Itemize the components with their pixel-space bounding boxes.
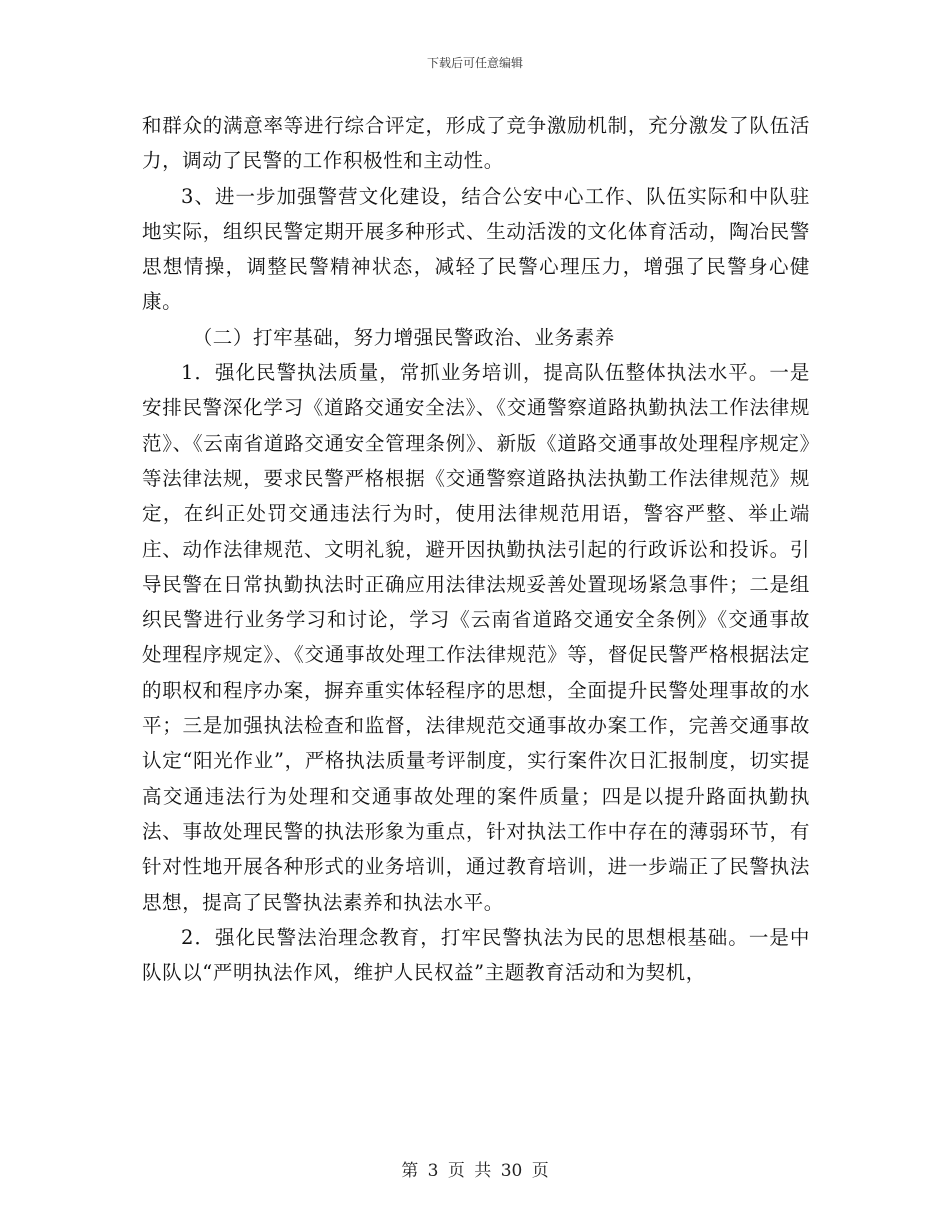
paragraph-item-3: 3、进一步加强警营文化建设，结合公安中心工作、队伍实际和中队驻地实际，组织民警定期开展多种形式、生动活泼的文化体育活动，陶冶民警思想情操，调整民警精神状态，减轻了民警心理压力，增强了民警身心健康。 (142, 184, 810, 314)
paragraph-continuation: 和群众的满意率等进行综合评定，形成了竞争激励机制，充分激发了队伍活力，调动了民警的工作积极性和主动性。 (142, 114, 810, 173)
paragraph-item-2: 2．强化民警法治理念教育，打牢民警执法为民的思想根基础。一是中队队以“严明执法作风，维护人民权益”主题教育活动和为契机， (142, 925, 810, 985)
page-footer: 第 3 页 共 30 页 (401, 1161, 549, 1181)
section-heading-2: （二）打牢基础，努力增强民警政治、业务素养 (192, 325, 615, 349)
document-body (142, 108, 810, 990)
paragraph-item-1: 1．强化民警执法质量，常抓业务培训，提高队伍整体执法水平。一是安排民警深化学习《道路交通安全法》、《交通警察道路执勤执法工作法律规范》、《云南省道路交通安全管理条例》、新版《道路交通事故处理程序规定》等法律法规，要求民警严格根据《交通警察道路执法执勤工作法律规范》规定，在纠正处罚交通违法行为时，使用法律规范用语，警容严整、举止端庄、动作法律规范、文明礼貌，避开因执勤执法引起的行政诉讼和投诉。引导民警在日常执勤执法时正确应用法律法规妥善处置现场紧急事件；二是组织民警进行业务学习和讨论，学习《云南省道路交通安全条例》《交通事故处理程序规定》、《交通事故处理工作法律规范》等，督促民警严格根据法定的职权和程序办案，摒弃重实体轻程序的思想，全面提升民警处理事故的水平；三是加强执法检查和监督，法律规范交通事故办案工作，完善交通事故认定“阳光作业”，严格执法质量考评制度，实行案件次日汇报制度，切实提高交通违法行为处理和交通事故处理的案件质量；四是以提升路面执勤执法、事故处理民警的执法形象为重点，针对执法工作中存在的薄弱环节，有针对性地开展各种形式的业务培训，通过教育培训，进一步端正了民警执法思想，提高了民警执法素养和执法水平。 (142, 361, 810, 914)
page-header: 下载后可任意编辑 (426, 56, 523, 70)
